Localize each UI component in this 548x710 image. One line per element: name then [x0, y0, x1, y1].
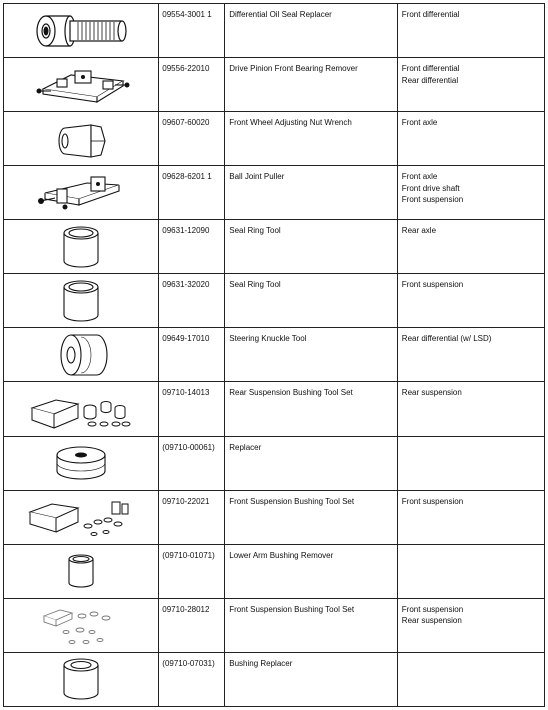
table-row [4, 544, 545, 598]
part-number: 09710-22021 [162, 496, 210, 506]
part-name: Front Suspension Bushing Tool Set [229, 604, 355, 614]
part-name: Front Suspension Bushing Tool Set [229, 496, 355, 506]
seal-ring-tool-illustration [56, 223, 106, 271]
part-number: 09556-22010 [162, 64, 210, 74]
table-row [4, 58, 545, 112]
bushing-tool-set-illustration [26, 386, 136, 432]
bearing-remover-illustration [31, 63, 131, 107]
part-number: (09710-00061) [162, 442, 215, 452]
part-number: 09649-17010 [162, 334, 210, 344]
part-name: Lower Arm Bushing Remover [229, 550, 334, 560]
note [398, 653, 544, 658]
note: Front differential Rear differential [401, 64, 460, 85]
part-name: Ball Joint Puller [229, 172, 285, 182]
part-number: 09607-60020 [162, 118, 210, 128]
part-number: 09710-28012 [162, 604, 210, 614]
table-row [4, 652, 545, 706]
bushing-tool-set-illustration [26, 494, 136, 540]
part-number: 09631-32020 [162, 280, 210, 290]
note: Front suspension Rear suspension [401, 604, 464, 626]
part-name: Steering Knuckle Tool [229, 334, 307, 344]
note: Rear differential (w/ LSD) [401, 334, 492, 344]
replacer-illustration [51, 441, 111, 485]
part-name: Rear Suspension Bushing Tool Set [229, 388, 353, 398]
special-service-tools-table [3, 3, 545, 707]
note: Front axle [401, 118, 438, 128]
oil-seal-replacer-illustration [26, 9, 136, 53]
bushing-remover-illustration [61, 549, 101, 593]
part-name: Bushing Replacer [229, 658, 293, 668]
note [398, 437, 544, 442]
bushing-replacer-illustration [56, 655, 106, 703]
ball-joint-puller-illustration [31, 171, 131, 215]
table-row [4, 220, 545, 274]
table-row [4, 166, 545, 220]
bushing-tool-set-illustration [36, 602, 126, 648]
table-row [4, 4, 545, 58]
part-number: 09628-6201 1 [162, 172, 212, 182]
note: Front suspension [401, 496, 464, 506]
table-row [4, 436, 545, 490]
note: Front suspension [401, 280, 464, 290]
part-number: 09710-14013 [162, 388, 210, 398]
part-name: Front Wheel Adjusting Nut Wrench [229, 118, 352, 128]
note: Front differential [401, 10, 460, 19]
table-row [4, 328, 545, 382]
part-name: Replacer [229, 442, 262, 452]
note [398, 545, 544, 550]
part-number: (09710-07031) [162, 658, 215, 668]
part-name: Seal Ring Tool [229, 226, 281, 236]
part-name: Drive Pinion Front Bearing Remover [229, 64, 358, 74]
part-number: 09631-12090 [162, 226, 210, 236]
note: Front axle Front drive shaft Front suspension [401, 172, 464, 205]
seal-ring-tool-illustration [56, 277, 106, 325]
table-row [4, 598, 545, 652]
part-number: 09554-3001 1 [162, 10, 212, 19]
part-name: Seal Ring Tool [229, 280, 281, 290]
table-row [4, 112, 545, 166]
note: Rear suspension [401, 388, 462, 398]
part-name: Differential Oil Seal Replacer [229, 10, 332, 19]
note: Rear axle [401, 226, 437, 236]
nut-wrench-illustration [51, 117, 111, 161]
table-row [4, 382, 545, 436]
steering-knuckle-tool-illustration [51, 331, 111, 379]
part-number: (09710-01071) [162, 550, 215, 560]
table-row [4, 274, 545, 328]
table-row [4, 490, 545, 544]
